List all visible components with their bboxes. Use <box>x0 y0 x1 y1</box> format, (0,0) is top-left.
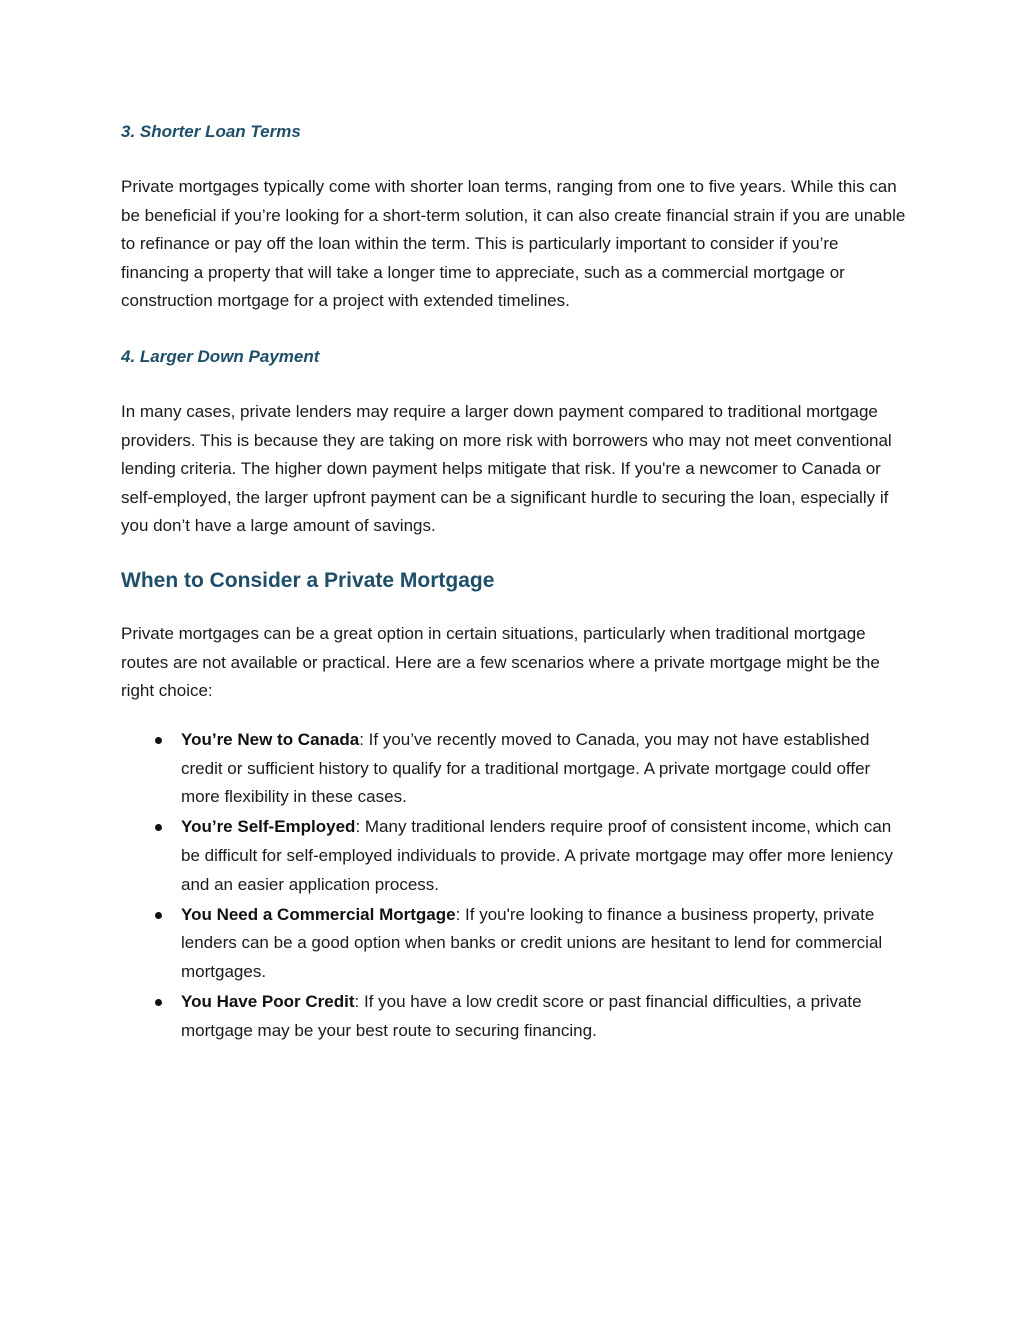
list-item-text: : If you have a low credit score or past financial difficulties, a private mortgage may be your best route to securing financing. <box>181 991 862 1040</box>
list-item-title: You’re Self-Employed <box>181 817 356 837</box>
list-item <box>121 901 907 987</box>
section-heading-shorter-loan-terms: 3. Shorter Loan Terms <box>121 122 301 141</box>
document-page <box>121 118 907 1046</box>
bullet-icon <box>155 824 162 831</box>
list-item-text: : If you're looking to finance a business property, private lenders can be a good option when banks or credit unions are hesitant to lend for commercial mortgages. <box>181 904 883 982</box>
bullet-icon <box>155 737 162 744</box>
list-item-title: You’re New to Canada <box>181 729 360 749</box>
section-intro-when-to-consider: Private mortgages can be a great option in certain situations, particularly when traditional mortgage routes are not available or practical. Here are a few scenarios where a private mortgage might be the right choice: <box>121 623 880 701</box>
list-item-text: : If you’ve recently moved to Canada, you may not have established credit or sufficient history to qualify for a traditional mortgage. A private mortgage could offer more flexibility in these cases. <box>181 729 871 807</box>
list-item <box>121 726 907 812</box>
scenario-list <box>121 726 907 1046</box>
list-item-title: You Have Poor Credit <box>181 991 355 1011</box>
bullet-icon <box>155 912 162 919</box>
list-item <box>121 988 907 1046</box>
list-item-title: You Need a Commercial Mortgage <box>181 904 456 924</box>
list-item <box>121 813 907 899</box>
bullet-icon <box>155 999 162 1006</box>
section-body-shorter-loan-terms: Private mortgages typically come with shorter loan terms, ranging from one to five years. While this can be beneficial if you’re looking for a short-term solution, it can also create financial strain if you are unable to refinance or pay off the loan within the term. This is particularly important to consider if you’re financing a property that will take a longer time to appreciate, such as a commercial mortgage or construction mortgage for a project with extended timelines. <box>121 177 906 311</box>
section-heading-larger-down-payment: 4. Larger Down Payment <box>121 346 320 366</box>
list-item-text: : Many traditional lenders require proof of consistent income, which can be difficult for self-employed individuals to provide. A private mortgage may offer more leniency and an easier application process. <box>181 817 893 894</box>
section-body-larger-down-payment: In many cases, private lenders may require a larger down payment compared to traditional mortgage providers. This is because they are taking on more risk with borrowers who may not meet conventional lending criteria. The higher down payment helps mitigate that risk. If you're a newcomer to Canada or self-employed, the larger upfront payment can be a significant hurdle to securing the loan, especially if you don’t have a large amount of savings. <box>121 401 892 536</box>
section-heading-when-to-consider: When to Consider a Private Mortgage <box>121 568 495 592</box>
